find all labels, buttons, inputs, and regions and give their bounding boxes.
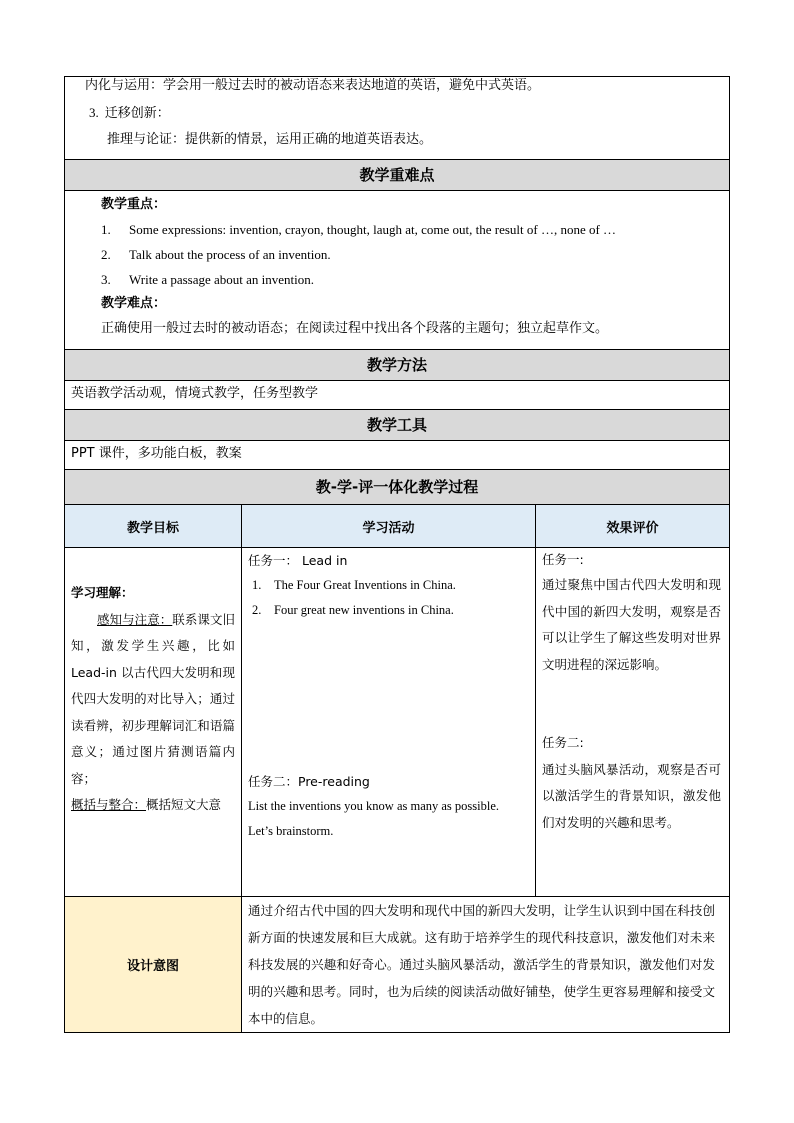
column-header-goal: 教学目标 (65, 505, 242, 548)
design-intent-label: 设计意图 (65, 897, 242, 1033)
design-intent-cell (242, 897, 730, 1033)
lesson-plan-table (64, 76, 730, 1033)
eval-task1-text: 通过聚焦中国古代四大发明和现代中国的新四大发明，观察是否可以让学生了解这些发明对世界文明进程的深远影响。 (542, 577, 721, 672)
goal-cell (65, 548, 242, 897)
section-heading-tools: 教学工具 (65, 410, 730, 441)
goal-label-summary: 概括与整合： (71, 797, 147, 812)
tools-text: PPT 课件，多功能白板，教案 (65, 441, 730, 470)
task2-line: Let’s brainstorm. (248, 824, 334, 838)
goal-paragraph (71, 607, 235, 793)
goal-text-perception: 联系课文旧知，激发学生兴趣，比如 Lead-in 以古代四大发明和现代四大发明的对比导入；通过读看辨，初步理解词汇和语篇意义；通过图片猜测语篇内容； (71, 611, 235, 786)
task1-item: 2. Four great new inventions in China. (252, 603, 454, 617)
eval-task2-title: 任务二: (542, 735, 584, 750)
column-header-evaluation: 效果评价 (536, 505, 730, 548)
column-header-activity: 学习活动 (242, 505, 536, 548)
item-number: 3. (89, 105, 99, 120)
evaluation-cell (536, 548, 730, 897)
focus-list (65, 217, 729, 292)
goal-label-perception: 感知与注意： (97, 611, 173, 627)
task2-line: List the inventions you know as many as possible. (248, 799, 500, 813)
section-heading-key-points: 教学重难点 (65, 160, 730, 191)
objective-line-internalize: 内化与运用：学会用一般过去时的被动语态来表达地道的英语，避免中式英语。 (85, 78, 541, 93)
focus-item: 1. Some expressions: invention, crayon, thought, laugh at, come out, the result of …, none of … (101, 222, 617, 237)
section-heading-process: 教-学-评一体化教学过程 (65, 470, 730, 505)
objective-line-transfer: 推理与论证：提供新的情景，运用正确的地道英语表达。 (107, 132, 433, 147)
key-points-content (65, 191, 730, 350)
design-intent-text: 通过介绍古代中国的四大发明和现代中国的新四大发明，让学生认识到中国在科技创新方面的快速发展和巨大成就。这有助于培养学生的现代科技意识，激发他们对未来科技发展的兴趣和好奇心。通过头脑风暴活动，激活学生的背景知识，激发他们对发明的兴趣和思考。同时，也为后续的阅读活动做好铺垫，使学生更容易理解和接受文本中的信息。 (248, 903, 715, 1026)
task1-title: 任务一： Lead in (248, 553, 348, 568)
eval-task2-text: 通过头脑风暴活动，观察是否可以激活学生的背景知识，激发他们对发明的兴趣和思考。 (542, 761, 721, 830)
section-heading-method: 教学方法 (65, 350, 730, 381)
task2-title: 任务二：Pre-reading (248, 774, 370, 789)
task1-item: 1. The Four Great Inventions in China. (252, 578, 456, 592)
focus-item: 2. Talk about the process of an invention. (101, 247, 331, 262)
objective-item-3 (65, 101, 729, 128)
goal-paragraph (71, 792, 235, 819)
objectives-continuation (65, 77, 730, 160)
eval-task1-title: 任务一: (542, 552, 584, 567)
item-label: 迁移创新： (104, 106, 170, 121)
difficulty-label: 教学难点： (101, 296, 167, 311)
difficulty-text: 正确使用一般过去时的被动语态；在阅读过程中找出各个段落的主题句；独立起草作文。 (101, 321, 609, 336)
focus-label: 教学重点： (101, 197, 167, 212)
goal-title: 学习理解： (71, 585, 134, 600)
goal-text-summary: 概括短文大意 (146, 797, 222, 812)
activity-cell (242, 548, 536, 897)
focus-item: 3. Write a passage about an invention. (101, 272, 315, 287)
lesson-plan-document (64, 76, 729, 1033)
method-text: 英语教学活动观，情境式教学，任务型教学 (65, 381, 730, 410)
